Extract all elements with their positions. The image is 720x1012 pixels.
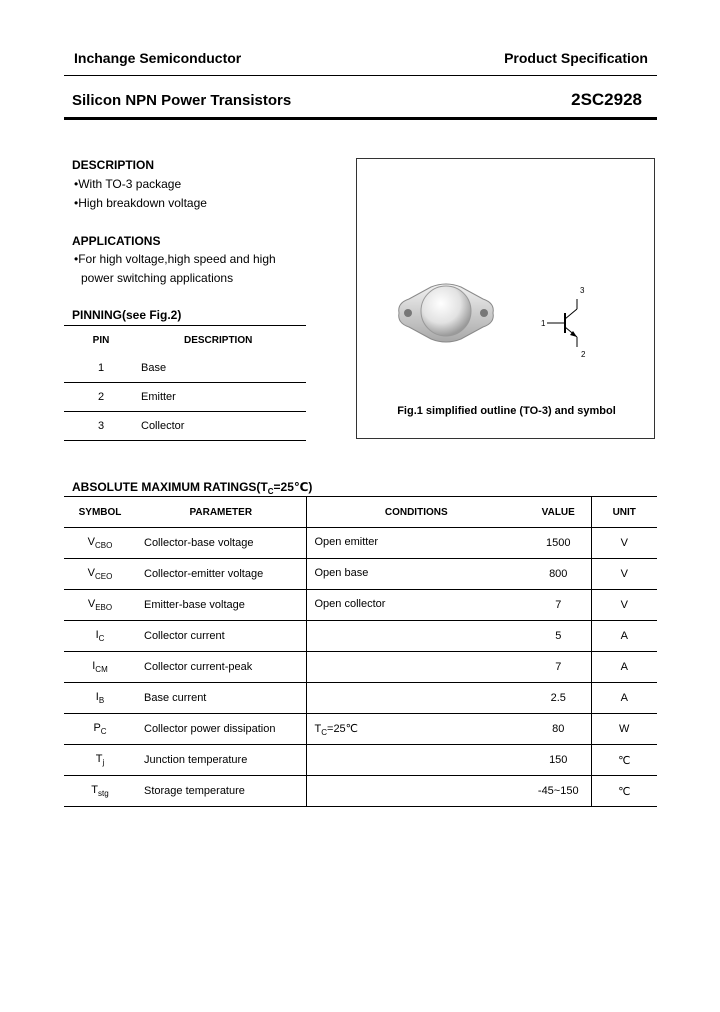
- pin-number: 2: [97, 391, 105, 403]
- rating-parameter: Collector current: [144, 630, 225, 642]
- figure-caption: Fig.1 simplified outline (TO-3) and symbol: [397, 405, 616, 417]
- pin-column-header: PIN: [92, 334, 110, 346]
- header-divider-bottom: [64, 117, 657, 120]
- pin-description: Emitter: [141, 391, 176, 403]
- rating-conditions: $T_C=25℃$: [306, 714, 526, 745]
- ratings-row: [64, 652, 657, 683]
- rating-value: 7: [555, 599, 562, 611]
- rating-symbol: $T_j$: [95, 753, 105, 767]
- rating-symbol: $T_{stg}$: [91, 784, 109, 798]
- rating-value: 800: [549, 568, 568, 580]
- pin-description: Base: [141, 362, 167, 374]
- conditions-column-header: CONDITIONS: [306, 497, 526, 528]
- ratings-title: ABSOLUTE MAXIMUM $RATINGS(T_C=25℃)$: [72, 480, 313, 496]
- rating-conditions: Open collector: [306, 590, 526, 621]
- part-number: 2SC2928: [571, 90, 642, 109]
- product-series: Silicon NPN Power Transistors: [72, 92, 292, 109]
- ratings-header-row: [64, 497, 657, 528]
- rating-unit: A: [591, 683, 657, 714]
- ratings-row: [64, 683, 657, 714]
- description-item: •With TO-3 package: [74, 177, 182, 191]
- to3-package-image: [393, 277, 499, 357]
- figure-box: [356, 158, 655, 439]
- pinning-row: [64, 412, 306, 441]
- rating-unit: ℃: [591, 745, 657, 776]
- rating-conditions: [306, 776, 526, 807]
- rating-unit: ℃: [591, 776, 657, 807]
- rating-value: 1500: [546, 537, 571, 549]
- pin-number: 3: [97, 420, 105, 432]
- rating-unit: W: [591, 714, 657, 745]
- description-title: DESCRIPTION: [72, 158, 155, 172]
- pin-description: Collector: [141, 420, 185, 432]
- rating-unit: V: [591, 528, 657, 559]
- pin-number: 1: [97, 362, 105, 374]
- npn-transistor-symbol: [535, 281, 595, 361]
- rating-symbol: $I_{CM}$: [92, 660, 108, 674]
- parameter-column-header: PARAMETER: [189, 506, 253, 518]
- rating-parameter: Storage temperature: [144, 785, 245, 797]
- collector-pin-label: 3: [580, 286, 585, 295]
- rating-value: 2.5: [550, 692, 566, 704]
- ratings-row: [64, 559, 657, 590]
- applications-line: •For high voltage,high speed and high: [74, 252, 276, 266]
- value-column-header: VALUE: [541, 506, 575, 518]
- pinning-row: [64, 383, 306, 412]
- ratings-row: [64, 745, 657, 776]
- rating-value: -45~150: [537, 785, 579, 797]
- ratings-row: [64, 590, 657, 621]
- unit-column-header: UNIT: [591, 497, 657, 528]
- description-item: •High breakdown voltage: [74, 196, 207, 210]
- rating-conditions: [306, 683, 526, 714]
- applications-line: power switching applications: [81, 271, 234, 285]
- header-divider-top: [64, 75, 657, 76]
- ratings-row: [64, 776, 657, 807]
- document-type: Product Specification: [504, 50, 648, 66]
- rating-unit: A: [591, 652, 657, 683]
- rating-unit: V: [591, 590, 657, 621]
- rating-parameter: Emitter-base voltage: [144, 599, 245, 611]
- rating-unit: A: [591, 621, 657, 652]
- rating-parameter: Collector power dissipation: [144, 723, 276, 735]
- pin-description-column-header: DESCRIPTION: [184, 334, 253, 346]
- rating-parameter: Junction temperature: [144, 754, 248, 766]
- base-pin-label: 1: [541, 319, 546, 328]
- rating-value: 150: [549, 754, 568, 766]
- symbol-column-header: SYMBOL: [78, 506, 122, 518]
- rating-conditions: Open base: [306, 559, 526, 590]
- company-name: Inchange Semiconductor: [74, 50, 242, 66]
- rating-symbol: $V_{CEO}$: [87, 567, 113, 581]
- pinning-row: [64, 354, 306, 383]
- rating-symbol: $V_{EBO}$: [87, 598, 113, 612]
- rating-parameter: Collector current-peak: [144, 661, 253, 673]
- pinning-title: PINNING(see Fig.2): [72, 308, 182, 322]
- rating-parameter: Collector-base voltage: [144, 537, 254, 549]
- rating-conditions: [306, 621, 526, 652]
- absolute-max-ratings-table: [64, 496, 657, 807]
- pinning-header-row: [64, 326, 306, 354]
- rating-symbol: $V_{CBO}$: [87, 536, 113, 550]
- rating-symbol: $I_B$: [95, 691, 105, 705]
- rating-conditions: [306, 652, 526, 683]
- ratings-row: [64, 528, 657, 559]
- rating-value: 5: [555, 630, 562, 642]
- emitter-pin-label: 2: [581, 350, 586, 359]
- ratings-row: [64, 714, 657, 745]
- rating-parameter: Collector-emitter voltage: [144, 568, 264, 580]
- rating-parameter: Base current: [144, 692, 207, 704]
- pinning-table: [64, 326, 306, 441]
- rating-value: 7: [555, 661, 562, 673]
- rating-symbol: $P_C$: [93, 722, 107, 736]
- rating-conditions: Open emitter: [306, 528, 526, 559]
- rating-value: 80: [552, 723, 565, 735]
- rating-unit: V: [591, 559, 657, 590]
- applications-title: APPLICATIONS: [72, 234, 161, 248]
- rating-symbol: $I_C$: [95, 629, 105, 643]
- rating-conditions: [306, 745, 526, 776]
- ratings-row: [64, 621, 657, 652]
